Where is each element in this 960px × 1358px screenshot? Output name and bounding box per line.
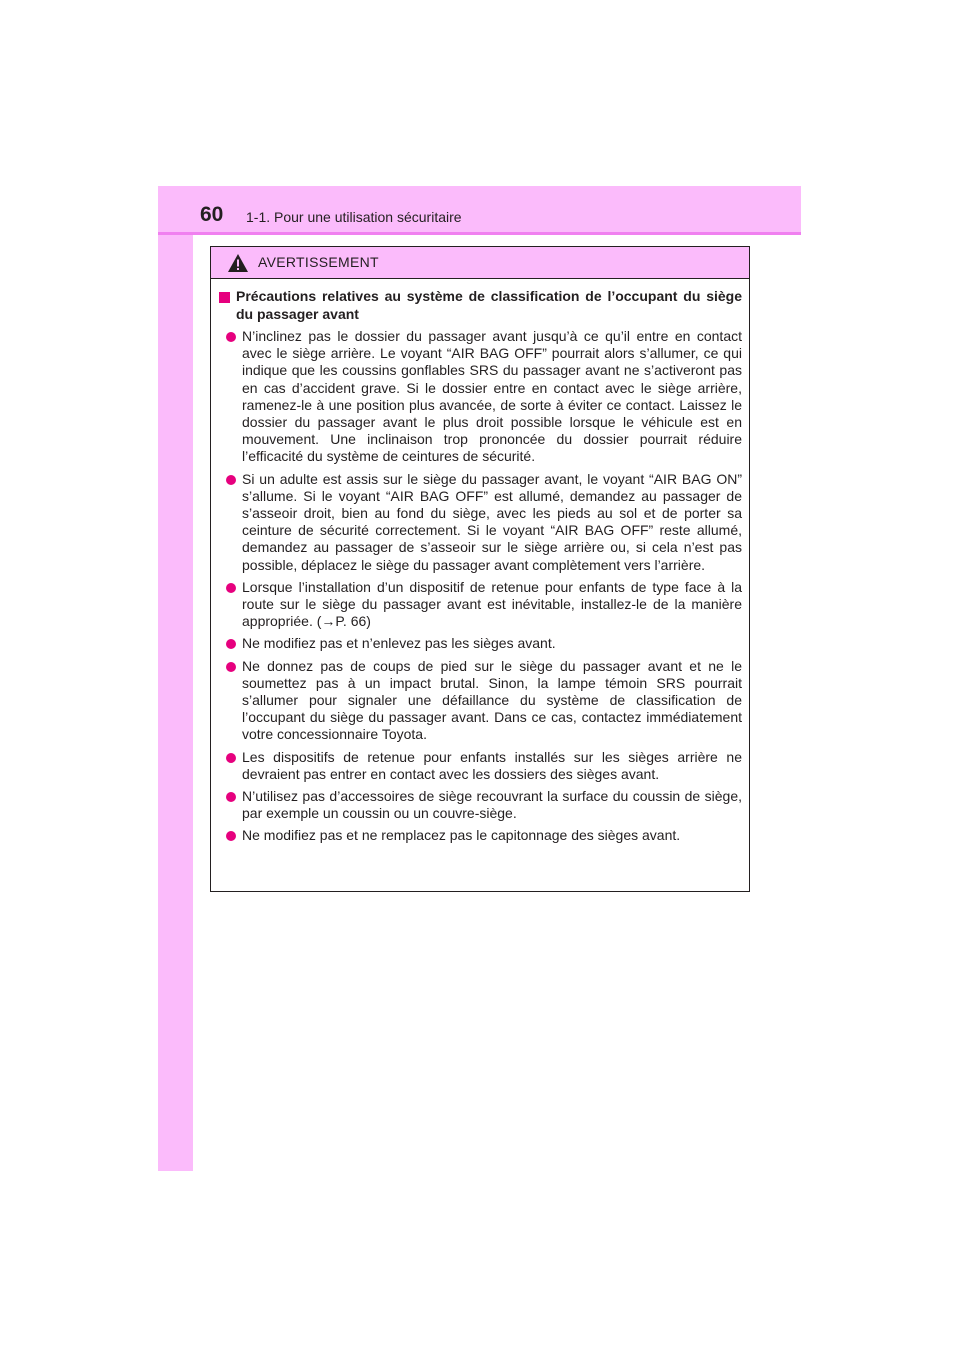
warning-heading-row xyxy=(218,288,742,323)
round-bullet-icon xyxy=(226,332,236,342)
header-rule xyxy=(158,232,801,235)
warning-header xyxy=(211,247,749,279)
page-number: 60 xyxy=(200,203,224,226)
warning-triangle-icon xyxy=(227,253,249,273)
list-item-text: Ne modifiez pas et n’enlevez pas les sièges avant. xyxy=(242,635,556,652)
list-item-text: Ne modifiez pas et ne remplacez pas le capitonnage des sièges avant. xyxy=(242,827,681,844)
list-item xyxy=(218,827,742,844)
list-item xyxy=(218,658,742,744)
list-item-text: Si un adulte est assis sur le siège du passager avant, le voyant “AIR BAG ON” s’allume. Si le voyant “AIR BAG OFF” est allumé, demandez au passager de s’asseoir droit, bien au fond du siège, avec les pieds au sol et de porter sa ceinture de sécurité correctement. Si le voyant “AIR BAG OFF” reste allumé, demandez au passager de s’asseoir sur le siège arrière ou, si cela n’est pas possible, déplacez le siège du passager avant complètement vers l’arrière. xyxy=(242,470,742,573)
round-bullet-icon xyxy=(226,753,236,763)
list-item-text: Les dispositifs de retenue pour enfants installés sur les sièges arrière ne devraient pas entrer en contact avec les dossiers des sièges avant. xyxy=(242,748,742,782)
warning-item-list xyxy=(218,328,742,845)
list-item xyxy=(218,749,742,783)
list-item xyxy=(218,471,742,574)
round-bullet-icon xyxy=(226,792,236,802)
square-bullet-icon xyxy=(219,292,230,303)
side-tab-strip xyxy=(158,186,193,1171)
warning-heading: Précautions relatives au système de classification de l’occupant du siège du passager avant xyxy=(236,288,742,322)
round-bullet-icon xyxy=(226,475,236,485)
list-item xyxy=(218,328,742,466)
warning-box xyxy=(210,246,750,892)
list-item-text: N’utilisez pas d’accessoires de siège recouvrant la surface du coussin de siège, par exemple un coussin ou un couvre-siège. xyxy=(242,788,742,822)
section-title: 1-1. Pour une utilisation sécuritaire xyxy=(246,209,462,225)
round-bullet-icon xyxy=(226,662,236,672)
list-item xyxy=(218,788,742,822)
list-item-text: Ne donnez pas de coups de pied sur le siège du passager avant et ne le soumettez pas à un impact brutal. Sinon, la lampe témoin SRS pourrait s’allumer pour signaler une défaillance du système de classification de l’occupant du siège du passager avant. Dans ce cas, contactez immédiatement votre concessionnaire Toyota. xyxy=(242,657,742,743)
list-item-text: N’inclinez pas le dossier du passager avant jusqu’à ce qu’il entre en contact avec le siège arrière. Le voyant “AIR BAG OFF” pourrait alors s’allumer, ce qui indique que les coussins gonflables SRS du passager avant ne s’activeront pas en cas d’accident grave. Si le dossier entre en contact avec le siège arrière, ramenez-le à une position plus avancée, de sorte à éviter ce contact. Laissez le dossier du passager avant le plus droit possible lorsque le véhicule est en mouvement. Une inclinaison trop prononcée du dossier pourrait réduire l’efficacité du système de ceintures de sécurité. xyxy=(242,328,742,465)
list-item-text: Lorsque l’installation d’un dispositif de retenue pour enfants de type face à la route sur le siège du passager avant est inévitable, installez-le de la manière appropriée. (→P. 66) xyxy=(242,578,742,630)
round-bullet-icon xyxy=(226,831,236,841)
list-item xyxy=(218,579,742,631)
warning-body xyxy=(211,279,749,845)
warning-label: AVERTISSEMENT xyxy=(258,254,379,270)
round-bullet-icon xyxy=(226,639,236,649)
round-bullet-icon xyxy=(226,583,236,593)
list-item xyxy=(218,635,742,652)
